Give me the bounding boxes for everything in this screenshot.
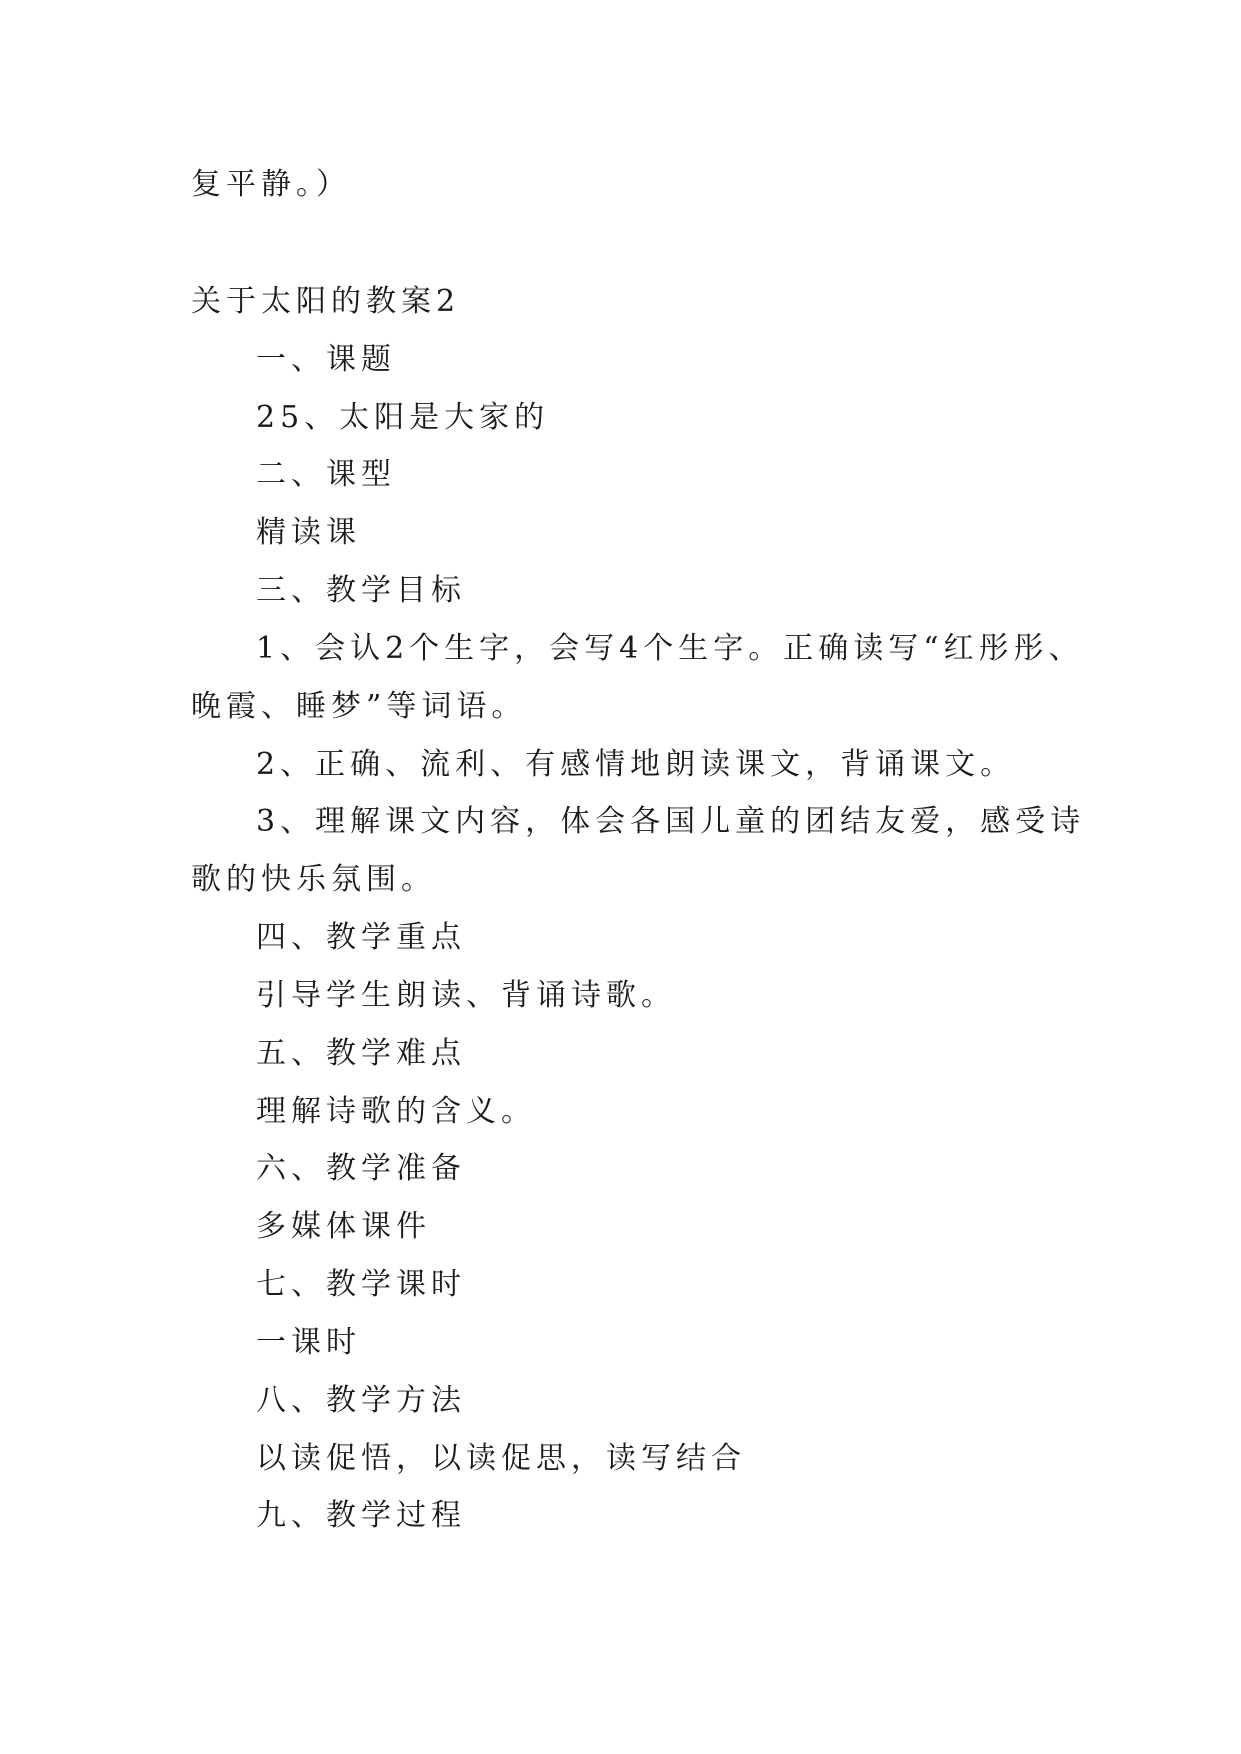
continuation-text: 复平静。）	[191, 167, 351, 202]
section-heading-periods: 七、教学课时	[256, 1267, 466, 1302]
section-heading-topic: 一、课题	[256, 342, 396, 377]
methods-text: 以读促悟，以读促思，读写结合	[256, 1441, 746, 1476]
key-points-text: 引导学生朗读、背诵诗歌。	[256, 978, 676, 1013]
section-heading-preparation: 六、教学准备	[256, 1151, 466, 1186]
topic-text: 25、太阳是大家的	[256, 400, 550, 435]
goal-2: 2、正确、流利、有感情地朗读课文，背诵课文。	[256, 747, 1016, 782]
goal-1-line-2: 晚霞、睡梦”等词语。	[191, 689, 527, 724]
type-text: 精读课	[256, 515, 361, 550]
goal-3-line-2: 歌的快乐氛围。	[191, 862, 436, 897]
section-heading-key-points: 四、教学重点	[256, 920, 466, 955]
goal-3-line-1: 3、理解课文内容，体会各国儿童的团结友爱，感受诗	[256, 804, 1086, 839]
goal-1-line-1: 1、会认2个生字，会写4个生字。正确读写“红彤彤、	[256, 631, 1084, 666]
section-heading-methods: 八、教学方法	[256, 1383, 466, 1418]
section-heading-difficulties: 五、教学难点	[256, 1036, 466, 1071]
section-heading-process: 九、教学过程	[256, 1498, 466, 1533]
section-heading-goals: 三、教学目标	[256, 573, 466, 608]
section-heading-type: 二、课型	[256, 457, 396, 492]
periods-text: 一课时	[256, 1325, 361, 1360]
difficulties-text: 理解诗歌的含义。	[256, 1094, 536, 1129]
document-title: 关于太阳的教案2	[191, 284, 461, 319]
preparation-text: 多媒体课件	[256, 1209, 431, 1244]
